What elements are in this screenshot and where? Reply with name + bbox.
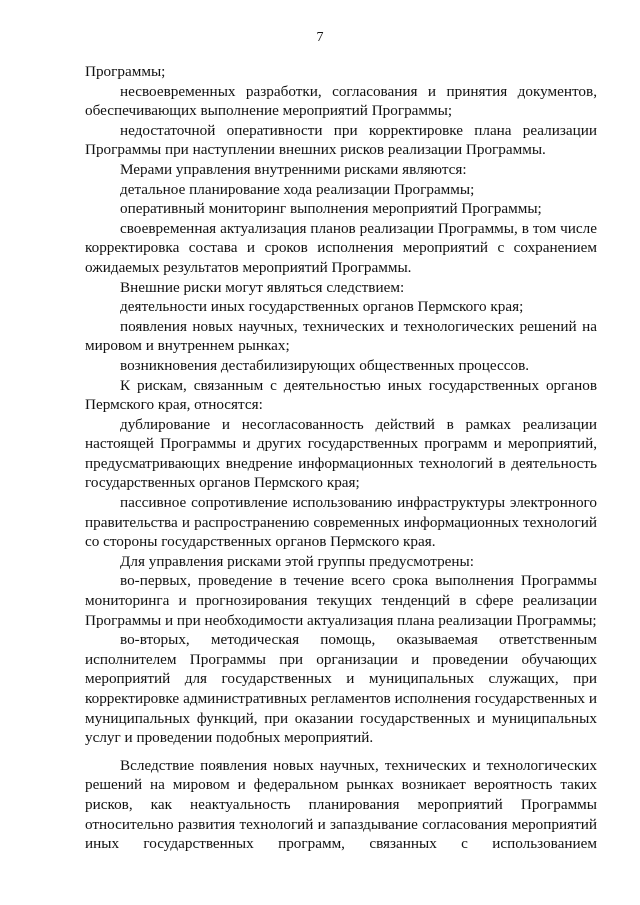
paragraph: Для управления рисками этой группы предусмотрены:: [120, 552, 474, 570]
paragraph: во-первых, проведение в течение всего срока выполнения Программы мониторинга и прогнозирования текущих тенденций в сфере реализации Программы и при необходимости актуализация плана реализации Программы;: [85, 572, 597, 629]
paragraph: детальное планирование хода реализации Программы;: [120, 180, 475, 198]
paragraph: недостаточной оперативности при корректировке плана реализации Программы при наступлении внешних рисков реализации Программы.: [85, 121, 597, 159]
paragraph: во-вторых, методическая помощь, оказываемая ответственным исполнителем Программы при организации и проведении обучающих мероприятий для государственных и муниципальных служащих, при корректировке административных регламентов исполнения государственных и муниципальных функций, при оказании государственных и муниципальных услуг и проведении подобных мероприятий.: [85, 631, 597, 747]
paragraph: К рискам, связанным с деятельностью иных государственных органов Пермского края, относятся:: [85, 376, 597, 414]
paragraph: Внешние риски могут являться следствием:: [120, 278, 405, 296]
paragraph: дублирование и несогласованность действий в рамках реализации настоящей Программы и других государственных программ и мероприятий, предусматривающих внедрение информационных технологий в деятельность государственных органов Пермского края;: [85, 415, 597, 492]
document-body: [85, 62, 597, 854]
paragraph: Программы;: [85, 63, 166, 80]
page-number: 7: [316, 30, 324, 45]
paragraph: Мерами управления внутренними рисками являются:: [120, 160, 467, 178]
paragraph: своевременная актуализация планов реализации Программы, в том числе корректировка состава и сроков исполнения мероприятий с сохранением ожидаемых результатов мероприятий Программы.: [85, 219, 597, 276]
paragraph: несвоевременных разработки, согласования и принятия документов, обеспечивающих выполнение мероприятий Программы;: [85, 82, 597, 120]
paragraph: оперативный мониторинг выполнения мероприятий Программы;: [120, 200, 542, 218]
paragraph: появления новых научных, технических и технологических решений на мировом и внутреннем рынках;: [85, 317, 597, 355]
paragraph: Вследствие появления новых научных, технических и технологических решений на мировом и федеральном рынках возникает вероятность таких рисков, как неактуальность планирования мероприятий Программы относительно развития технологий и запаздывание согласования мероприятий иных государственных программ, связанных с использованием: [85, 756, 597, 853]
paragraph: возникновения дестабилизирующих общественных процессов.: [120, 356, 530, 374]
paragraph: пассивное сопротивление использованию инфраструктуры электронного правительства и распространению современных информационных технологий со стороны государственных органов Пермского края.: [85, 494, 597, 551]
paragraph: деятельности иных государственных органов Пермского края;: [120, 298, 524, 316]
